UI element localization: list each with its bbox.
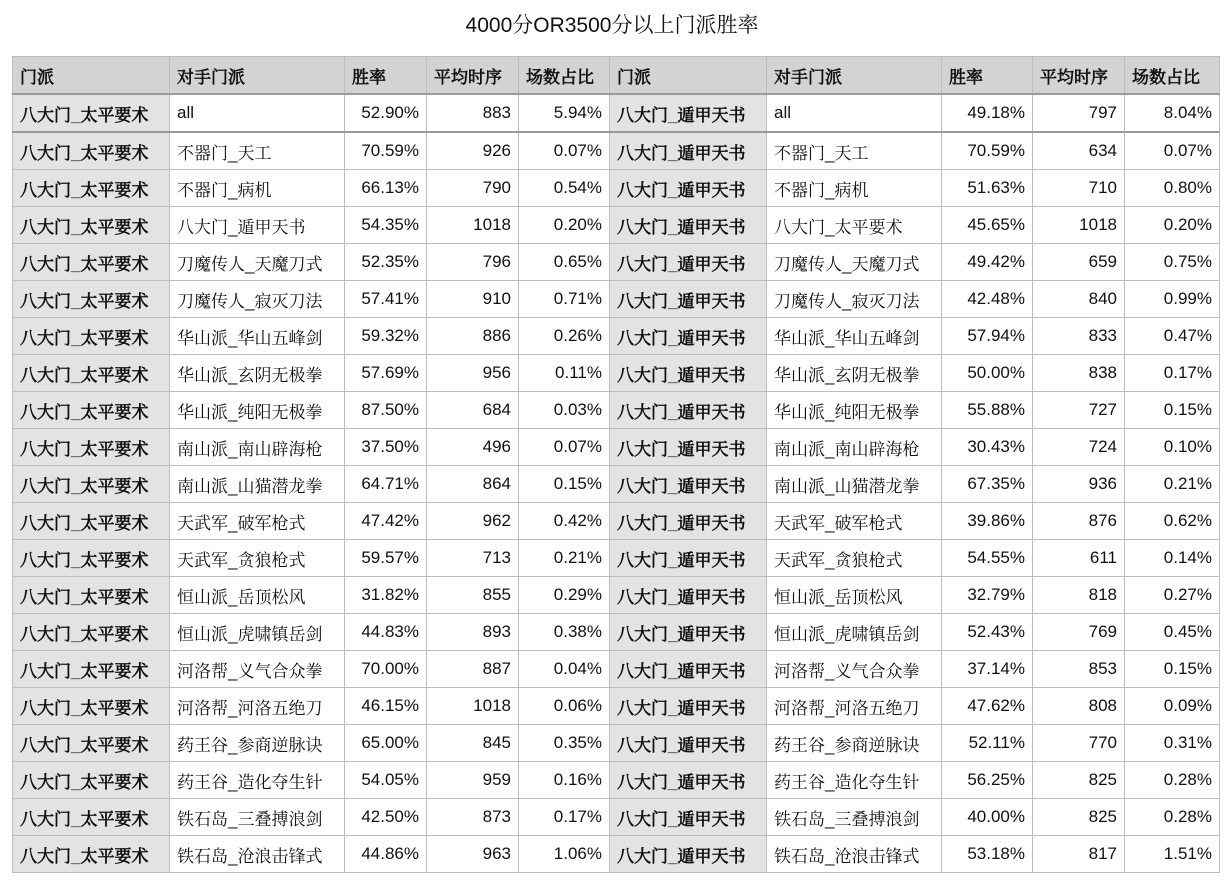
table-row: [13, 799, 1220, 836]
opponent-cell[interactable]: 铁石岛_三叠搏浪剑: [767, 799, 942, 836]
match-share-cell[interactable]: 0.14%: [1125, 540, 1220, 577]
opponent-cell[interactable]: 刀魔传人_寂灭刀法: [170, 281, 345, 318]
match-share-cell[interactable]: 0.45%: [1125, 614, 1220, 651]
opponent-cell[interactable]: 华山派_纯阳无极拳: [767, 392, 942, 429]
avg-time-cell[interactable]: 634: [1033, 132, 1125, 170]
opponent-cell[interactable]: 药王谷_参商逆脉诀: [767, 725, 942, 762]
opponent-cell[interactable]: 南山派_山猫潜龙拳: [170, 466, 345, 503]
avg-time-cell[interactable]: 864: [427, 466, 519, 503]
win-rate-cell[interactable]: 37.14%: [942, 651, 1033, 688]
win-rate-cell[interactable]: 59.57%: [345, 540, 427, 577]
match-share-cell[interactable]: 0.62%: [1125, 503, 1220, 540]
opponent-cell[interactable]: 天武军_贪狼枪式: [170, 540, 345, 577]
faction-cell[interactable]: 八大门_遁甲天书: [610, 429, 767, 466]
faction-cell[interactable]: 八大门_太平要术: [13, 466, 170, 503]
match-share-cell[interactable]: 0.26%: [519, 318, 610, 355]
match-share-cell[interactable]: 0.65%: [519, 244, 610, 281]
table-row: [13, 614, 1220, 651]
avg-time-cell[interactable]: 727: [1033, 392, 1125, 429]
win-rate-cell[interactable]: 65.00%: [345, 725, 427, 762]
match-share-cell[interactable]: 0.04%: [519, 651, 610, 688]
faction-cell[interactable]: 八大门_太平要术: [13, 207, 170, 244]
faction-cell[interactable]: 八大门_遁甲天书: [610, 503, 767, 540]
opponent-cell[interactable]: 刀魔传人_天魔刀式: [767, 244, 942, 281]
win-rate-cell[interactable]: 30.43%: [942, 429, 1033, 466]
avg-time-cell[interactable]: 818: [1033, 577, 1125, 614]
opponent-cell[interactable]: 不器门_病机: [170, 170, 345, 207]
faction-cell[interactable]: 八大门_遁甲天书: [610, 762, 767, 799]
table-row: [13, 651, 1220, 688]
match-share-cell[interactable]: 0.11%: [519, 355, 610, 392]
table-row: [13, 577, 1220, 614]
match-share-cell[interactable]: 0.20%: [519, 207, 610, 244]
faction-cell[interactable]: 八大门_太平要术: [13, 429, 170, 466]
win-rate-cell[interactable]: 50.00%: [942, 355, 1033, 392]
match-share-cell[interactable]: 0.80%: [1125, 170, 1220, 207]
avg-time-cell[interactable]: 825: [1033, 762, 1125, 799]
match-share-cell[interactable]: 1.06%: [519, 836, 610, 873]
win-rate-cell[interactable]: 59.32%: [345, 318, 427, 355]
avg-time-cell[interactable]: 936: [1033, 466, 1125, 503]
win-rate-cell[interactable]: 32.79%: [942, 577, 1033, 614]
avg-time-cell[interactable]: 496: [427, 429, 519, 466]
win-rate-cell[interactable]: 52.90%: [345, 94, 427, 132]
win-rate-cell[interactable]: 31.82%: [345, 577, 427, 614]
table-row: [13, 688, 1220, 725]
avg-time-cell[interactable]: 833: [1033, 318, 1125, 355]
faction-cell[interactable]: 八大门_太平要术: [13, 799, 170, 836]
faction-cell[interactable]: 八大门_遁甲天书: [610, 799, 767, 836]
win-rate-cell[interactable]: 47.62%: [942, 688, 1033, 725]
avg-time-cell[interactable]: 684: [427, 392, 519, 429]
win-rate-cell[interactable]: 51.63%: [942, 170, 1033, 207]
faction-cell[interactable]: 八大门_太平要术: [13, 281, 170, 318]
win-rate-cell[interactable]: 57.69%: [345, 355, 427, 392]
opponent-cell[interactable]: 八大门_太平要术: [767, 207, 942, 244]
avg-time-cell[interactable]: 817: [1033, 836, 1125, 873]
opponent-cell[interactable]: all: [170, 94, 345, 132]
opponent-cell[interactable]: 刀魔传人_寂灭刀法: [767, 281, 942, 318]
col-header-faction[interactable]: 门派: [610, 57, 767, 95]
avg-time-cell[interactable]: 840: [1033, 281, 1125, 318]
avg-time-cell[interactable]: 845: [427, 725, 519, 762]
match-share-cell[interactable]: 0.07%: [519, 132, 610, 170]
match-share-cell[interactable]: 0.06%: [519, 688, 610, 725]
avg-time-cell[interactable]: 853: [1033, 651, 1125, 688]
table-body: [13, 94, 1220, 873]
match-share-cell[interactable]: 0.47%: [1125, 318, 1220, 355]
avg-time-cell[interactable]: 873: [427, 799, 519, 836]
faction-cell[interactable]: 八大门_太平要术: [13, 577, 170, 614]
faction-cell[interactable]: 八大门_太平要术: [13, 762, 170, 799]
opponent-cell[interactable]: 河洛帮_义气合众拳: [170, 651, 345, 688]
faction-cell[interactable]: 八大门_太平要术: [13, 94, 170, 132]
win-rate-cell[interactable]: 53.18%: [942, 836, 1033, 873]
opponent-cell[interactable]: 华山派_华山五峰剑: [767, 318, 942, 355]
win-rate-cell[interactable]: 87.50%: [345, 392, 427, 429]
table-row: [13, 429, 1220, 466]
faction-cell[interactable]: 八大门_太平要术: [13, 688, 170, 725]
avg-time-cell[interactable]: 796: [427, 244, 519, 281]
faction-cell[interactable]: 八大门_太平要术: [13, 244, 170, 281]
match-share-cell[interactable]: 0.16%: [519, 762, 610, 799]
col-header-win-rate[interactable]: 胜率: [942, 57, 1033, 95]
win-rate-cell[interactable]: 39.86%: [942, 503, 1033, 540]
opponent-cell[interactable]: 恒山派_虎啸镇岳剑: [170, 614, 345, 651]
win-rate-cell[interactable]: 42.50%: [345, 799, 427, 836]
win-rate-cell[interactable]: 44.86%: [345, 836, 427, 873]
faction-cell[interactable]: 八大门_遁甲天书: [610, 207, 767, 244]
match-share-cell[interactable]: 0.31%: [1125, 725, 1220, 762]
table-row: [13, 318, 1220, 355]
opponent-cell[interactable]: 铁石岛_沧浪击锋式: [170, 836, 345, 873]
faction-cell[interactable]: 八大门_遁甲天书: [610, 170, 767, 207]
faction-cell[interactable]: 八大门_遁甲天书: [610, 466, 767, 503]
table-row: [13, 281, 1220, 318]
table-row: [13, 503, 1220, 540]
win-rate-cell[interactable]: 44.83%: [345, 614, 427, 651]
faction-cell[interactable]: 八大门_遁甲天书: [610, 94, 767, 132]
faction-cell[interactable]: 八大门_遁甲天书: [610, 540, 767, 577]
win-rate-cell[interactable]: 49.42%: [942, 244, 1033, 281]
opponent-cell[interactable]: 铁石岛_三叠搏浪剑: [170, 799, 345, 836]
win-rate-cell[interactable]: 54.05%: [345, 762, 427, 799]
faction-cell[interactable]: 八大门_太平要术: [13, 725, 170, 762]
faction-cell[interactable]: 八大门_太平要术: [13, 392, 170, 429]
table-row: [13, 244, 1220, 281]
win-rate-cell[interactable]: 54.35%: [345, 207, 427, 244]
table-row: [13, 725, 1220, 762]
match-share-cell[interactable]: 0.28%: [1125, 799, 1220, 836]
win-rate-cell[interactable]: 49.18%: [942, 94, 1033, 132]
faction-cell[interactable]: 八大门_太平要术: [13, 132, 170, 170]
win-rate-cell[interactable]: 70.59%: [345, 132, 427, 170]
win-rate-cell[interactable]: 57.94%: [942, 318, 1033, 355]
win-rate-cell[interactable]: 46.15%: [345, 688, 427, 725]
match-share-cell[interactable]: 0.27%: [1125, 577, 1220, 614]
avg-time-cell[interactable]: 855: [427, 577, 519, 614]
avg-time-cell[interactable]: 838: [1033, 355, 1125, 392]
col-header-opponent[interactable]: 对手门派: [767, 57, 942, 95]
opponent-cell[interactable]: 河洛帮_河洛五绝刀: [767, 688, 942, 725]
col-header-win-rate[interactable]: 胜率: [345, 57, 427, 95]
col-header-opponent[interactable]: 对手门派: [170, 57, 345, 95]
avg-time-cell[interactable]: 790: [427, 170, 519, 207]
win-rate-cell[interactable]: 54.55%: [942, 540, 1033, 577]
faction-cell[interactable]: 八大门_遁甲天书: [610, 281, 767, 318]
opponent-cell[interactable]: 天武军_贪狼枪式: [767, 540, 942, 577]
match-share-cell[interactable]: 0.03%: [519, 392, 610, 429]
opponent-cell[interactable]: 八大门_遁甲天书: [170, 207, 345, 244]
match-share-cell[interactable]: 0.07%: [1125, 132, 1220, 170]
avg-time-cell[interactable]: 769: [1033, 614, 1125, 651]
match-share-cell[interactable]: 0.42%: [519, 503, 610, 540]
win-rate-cell[interactable]: 45.65%: [942, 207, 1033, 244]
table-row: [13, 540, 1220, 577]
opponent-cell[interactable]: all: [767, 94, 942, 132]
opponent-cell[interactable]: 药王谷_造化夺生针: [767, 762, 942, 799]
avg-time-cell[interactable]: 1018: [1033, 207, 1125, 244]
opponent-cell[interactable]: 铁石岛_沧浪击锋式: [767, 836, 942, 873]
opponent-cell[interactable]: 不器门_病机: [767, 170, 942, 207]
table-row: [13, 836, 1220, 873]
match-share-cell[interactable]: 0.35%: [519, 725, 610, 762]
win-rate-cell[interactable]: 52.43%: [942, 614, 1033, 651]
match-share-cell[interactable]: 8.04%: [1125, 94, 1220, 132]
faction-cell[interactable]: 八大门_太平要术: [13, 836, 170, 873]
faction-cell[interactable]: 八大门_太平要术: [13, 540, 170, 577]
table-row: [13, 762, 1220, 799]
opponent-cell[interactable]: 华山派_华山五峰剑: [170, 318, 345, 355]
faction-cell[interactable]: 八大门_遁甲天书: [610, 355, 767, 392]
avg-time-cell[interactable]: 1018: [427, 688, 519, 725]
opponent-cell[interactable]: 河洛帮_河洛五绝刀: [170, 688, 345, 725]
opponent-cell[interactable]: 华山派_纯阳无极拳: [170, 392, 345, 429]
page-title: 4000分OR3500分以上门派胜率: [465, 14, 759, 37]
match-share-cell[interactable]: 0.38%: [519, 614, 610, 651]
faction-cell[interactable]: 八大门_遁甲天书: [610, 836, 767, 873]
avg-time-cell[interactable]: 887: [427, 651, 519, 688]
avg-time-cell[interactable]: 963: [427, 836, 519, 873]
opponent-cell[interactable]: 华山派_玄阴无极拳: [170, 355, 345, 392]
match-share-cell[interactable]: 0.07%: [519, 429, 610, 466]
avg-time-cell[interactable]: 959: [427, 762, 519, 799]
win-rate-cell[interactable]: 52.11%: [942, 725, 1033, 762]
win-rate-cell[interactable]: 66.13%: [345, 170, 427, 207]
table-row: [13, 207, 1220, 244]
header-row: [13, 57, 1220, 95]
avg-time-cell[interactable]: 724: [1033, 429, 1125, 466]
match-share-cell[interactable]: 0.17%: [1125, 355, 1220, 392]
win-rate-cell[interactable]: 56.25%: [942, 762, 1033, 799]
win-rate-cell[interactable]: 37.50%: [345, 429, 427, 466]
avg-time-cell[interactable]: 886: [427, 318, 519, 355]
table-row: [13, 392, 1220, 429]
opponent-cell[interactable]: 南山派_南山辟海枪: [767, 429, 942, 466]
avg-time-cell[interactable]: 611: [1033, 540, 1125, 577]
faction-cell[interactable]: 八大门_太平要术: [13, 318, 170, 355]
win-rate-cell[interactable]: 55.88%: [942, 392, 1033, 429]
opponent-cell[interactable]: 华山派_玄阴无极拳: [767, 355, 942, 392]
match-share-cell[interactable]: 0.09%: [1125, 688, 1220, 725]
opponent-cell[interactable]: 南山派_南山辟海枪: [170, 429, 345, 466]
win-rate-cell[interactable]: 64.71%: [345, 466, 427, 503]
avg-time-cell[interactable]: 825: [1033, 799, 1125, 836]
match-share-cell[interactable]: 0.21%: [1125, 466, 1220, 503]
faction-cell[interactable]: 八大门_遁甲天书: [610, 614, 767, 651]
faction-cell[interactable]: 八大门_太平要术: [13, 355, 170, 392]
faction-cell[interactable]: 八大门_遁甲天书: [610, 725, 767, 762]
opponent-cell[interactable]: 河洛帮_义气合众拳: [767, 651, 942, 688]
faction-cell[interactable]: 八大门_遁甲天书: [610, 688, 767, 725]
win-rate-cell[interactable]: 52.35%: [345, 244, 427, 281]
opponent-cell[interactable]: 恒山派_岳顶松风: [170, 577, 345, 614]
match-share-cell[interactable]: 0.71%: [519, 281, 610, 318]
win-rate-cell[interactable]: 47.42%: [345, 503, 427, 540]
match-share-cell[interactable]: 0.28%: [1125, 762, 1220, 799]
avg-time-cell[interactable]: 659: [1033, 244, 1125, 281]
avg-time-cell[interactable]: 883: [427, 94, 519, 132]
avg-time-cell[interactable]: 956: [427, 355, 519, 392]
faction-cell[interactable]: 八大门_遁甲天书: [610, 132, 767, 170]
match-share-cell[interactable]: 0.99%: [1125, 281, 1220, 318]
match-share-cell[interactable]: 0.17%: [519, 799, 610, 836]
match-share-cell[interactable]: 0.15%: [519, 466, 610, 503]
faction-cell[interactable]: 八大门_遁甲天书: [610, 392, 767, 429]
avg-time-cell[interactable]: 1018: [427, 207, 519, 244]
match-share-cell[interactable]: 5.94%: [519, 94, 610, 132]
win-rate-table: [12, 56, 1220, 873]
match-share-cell[interactable]: 0.21%: [519, 540, 610, 577]
faction-cell[interactable]: 八大门_遁甲天书: [610, 244, 767, 281]
match-share-cell[interactable]: 0.29%: [519, 577, 610, 614]
avg-time-cell[interactable]: 770: [1033, 725, 1125, 762]
table-row: [13, 355, 1220, 392]
opponent-cell[interactable]: 药王谷_参商逆脉诀: [170, 725, 345, 762]
match-share-cell[interactable]: 0.15%: [1125, 392, 1220, 429]
opponent-cell[interactable]: 恒山派_岳顶松风: [767, 577, 942, 614]
faction-cell[interactable]: 八大门_太平要术: [13, 651, 170, 688]
avg-time-cell[interactable]: 876: [1033, 503, 1125, 540]
avg-time-cell[interactable]: 893: [427, 614, 519, 651]
table-row: [13, 466, 1220, 503]
win-rate-cell[interactable]: 57.41%: [345, 281, 427, 318]
faction-cell[interactable]: 八大门_太平要术: [13, 614, 170, 651]
col-header-avg-time[interactable]: 平均时序: [1033, 57, 1125, 95]
avg-time-cell[interactable]: 910: [427, 281, 519, 318]
avg-time-cell[interactable]: 962: [427, 503, 519, 540]
faction-cell[interactable]: 八大门_太平要术: [13, 170, 170, 207]
win-rate-cell[interactable]: 40.00%: [942, 799, 1033, 836]
opponent-cell[interactable]: 天武军_破军枪式: [170, 503, 345, 540]
win-rate-cell[interactable]: 70.00%: [345, 651, 427, 688]
opponent-cell[interactable]: 天武军_破军枪式: [767, 503, 942, 540]
match-share-cell[interactable]: 0.10%: [1125, 429, 1220, 466]
opponent-cell[interactable]: 刀魔传人_天魔刀式: [170, 244, 345, 281]
col-header-avg-time[interactable]: 平均时序: [427, 57, 519, 95]
faction-cell[interactable]: 八大门_遁甲天书: [610, 577, 767, 614]
avg-time-cell[interactable]: 713: [427, 540, 519, 577]
opponent-cell[interactable]: 恒山派_虎啸镇岳剑: [767, 614, 942, 651]
table-row: [13, 94, 1220, 132]
col-header-match-share[interactable]: 场数占比: [1125, 57, 1220, 95]
match-share-cell[interactable]: 0.54%: [519, 170, 610, 207]
opponent-cell[interactable]: 药王谷_造化夺生针: [170, 762, 345, 799]
win-rate-cell[interactable]: 70.59%: [942, 132, 1033, 170]
match-share-cell[interactable]: 0.75%: [1125, 244, 1220, 281]
avg-time-cell[interactable]: 926: [427, 132, 519, 170]
opponent-cell[interactable]: 不器门_天工: [170, 132, 345, 170]
match-share-cell[interactable]: 1.51%: [1125, 836, 1220, 873]
match-share-cell[interactable]: 0.15%: [1125, 651, 1220, 688]
avg-time-cell[interactable]: 710: [1033, 170, 1125, 207]
opponent-cell[interactable]: 南山派_山猫潜龙拳: [767, 466, 942, 503]
col-header-faction[interactable]: 门派: [13, 57, 170, 95]
avg-time-cell[interactable]: 797: [1033, 94, 1125, 132]
col-header-match-share[interactable]: 场数占比: [519, 57, 610, 95]
table-row: [13, 170, 1220, 207]
opponent-cell[interactable]: 不器门_天工: [767, 132, 942, 170]
table-row: [13, 132, 1220, 170]
avg-time-cell[interactable]: 808: [1033, 688, 1125, 725]
match-share-cell[interactable]: 0.20%: [1125, 207, 1220, 244]
win-rate-cell[interactable]: 67.35%: [942, 466, 1033, 503]
faction-cell[interactable]: 八大门_太平要术: [13, 503, 170, 540]
win-rate-cell[interactable]: 42.48%: [942, 281, 1033, 318]
faction-cell[interactable]: 八大门_遁甲天书: [610, 318, 767, 355]
faction-cell[interactable]: 八大门_遁甲天书: [610, 651, 767, 688]
